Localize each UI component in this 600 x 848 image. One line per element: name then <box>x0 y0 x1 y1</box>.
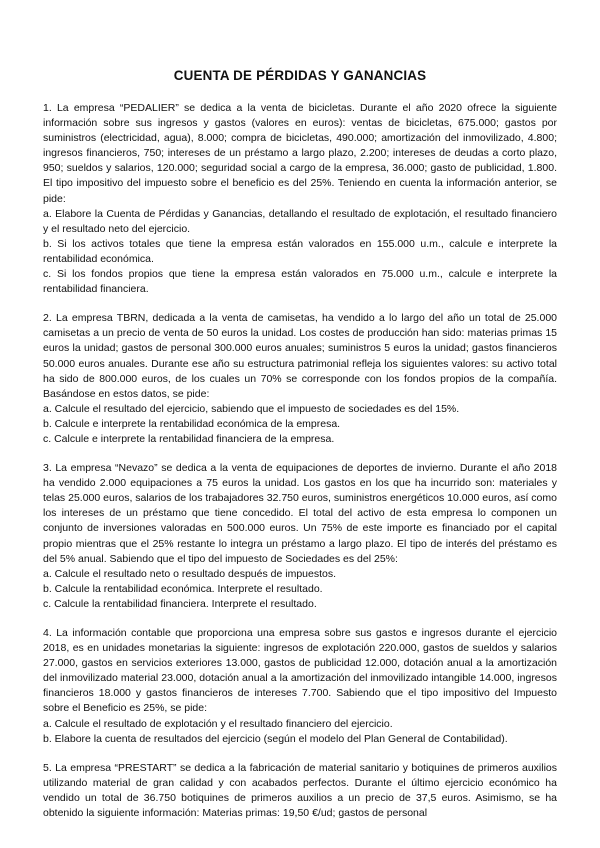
exercise-list <box>43 101 557 835</box>
exercise-item: b. Calcule la rentabilidad económica. Interprete el resultado. <box>43 582 323 595</box>
page-title: CUENTA DE PÉRDIDAS Y GANANCIAS <box>173 68 427 83</box>
exercise-item: b. Elabore la cuenta de resultados del ejercicio (según el modelo del Plan General de Contabilidad). <box>43 732 508 745</box>
exercise-statement: 1. La empresa “PEDALIER” se dedica a la venta de bicicletas. Durante el año 2020 ofrece la siguiente información sobre sus ingresos y gastos (valores en euros): ventas de bicicletas, 675.000; gastos por suministros (electricidad, agua), 8.000; compra de bicicletas, 490.000; amortización del inmovilizado, 4.800; ingresos financieros, 750; intereses de un préstamo a largo plazo, 2.200; intereses de deudas a corto plazo, 950; sueldos y salarios, 120.000; seguridad social a cargo de la empresa, 36.000; gasto de publicidad, 1.800. El tipo impositivo del impuesto sobre el beneficio es del 25%. Teniendo en cuenta la información anterior, se pide: <box>43 102 557 205</box>
exercise-5 <box>43 761 557 821</box>
exercise-statement: 5. La empresa “PRESTART” se dedica a la fabricación de material sanitario y botiquines de primeros auxilios utilizando material de gran calidad y con acabados perfectos. Durante el último ejercicio económico ha vendido un total de 36.750 botiquines de primeros auxilios a un precio de 37,5 euros. Asimismo, se ha obtenido la siguiente información: Materias primas: 19,50 €/ud; gastos de personal <box>43 761 557 820</box>
exercise-1 <box>43 101 557 297</box>
exercise-item: a. Calcule el resultado de explotación y el resultado financiero del ejercicio. <box>43 717 393 730</box>
exercise-statement: 3. La empresa “Nevazo” se dedica a la venta de equipaciones de deportes de invierno. Durante el año 2018 ha vendido 2.000 equipaciones a 75 euros la unidad. Los gastos en los que ha incurrido son: materiales y telas 25.000 euros, salarios de los trabajadores 32.750 euros, suministros energéticos 10.000 euros, así como los intereses de un préstamo que tiene concedido. El total del activo de esta empresa lo componen un conjunto de inversiones valoradas en 500.000 euros. Un 75% de este importe es financiado por el capital propio mientras que el 25% restante lo integra un préstamo a largo plazo. El tipo de interés del préstamo es del 5% anual. Sabiendo que el tipo del impuesto de Sociedades es del 25%: <box>43 462 557 565</box>
exercise-3 <box>43 461 557 612</box>
exercise-item: a. Calcule el resultado del ejercicio, sabiendo que el impuesto de sociedades es del 15%. <box>43 402 460 415</box>
exercise-statement: 2. La empresa TBRN, dedicada a la venta de camisetas, ha vendido a lo largo del año un total de 25.000 camisetas a un precio de venta de 50 euros la unidad. Los costes de producción han sido: materias primas 15 euros la unidad; gastos de personal 300.000 euros anuales; suministros 5 euros la unidad; gastos financieros 50.000 euros anuales. Durante ese año su estructura patrimonial refleja los siguientes valores: su activo total ha sido de 800.000 euros, de los cuales un 70% se corresponde con los fondos propios de la compañía. Basándose en estos datos, se pide: <box>43 312 557 400</box>
exercise-2 <box>43 311 557 447</box>
exercise-item: c. Calcule e interprete la rentabilidad financiera de la empresa. <box>43 432 335 445</box>
exercise-item: a. Calcule el resultado neto o resultado después de impuestos. <box>43 567 337 580</box>
exercise-4 <box>43 626 557 747</box>
exercise-item: b. Calcule e interprete la rentabilidad económica de la empresa. <box>43 417 341 430</box>
exercise-statement: 4. La información contable que proporciona una empresa sobre sus gastos e ingresos durante el ejercicio 2018, es en unidades monetarias la siguiente: ingresos de explotación 220.000, gastos de sueldos y salarios 27.000, gastos en servicios exteriores 13.000, gastos de publicidad 12.000, dotación anual a la amortización del inmovilizado material 23.000, dotación anual a la amortización del inmovilizado intangible 14.000, ingresos financieros 18.000 y gastos financieros de intereses 7.700. Sabiendo que el tipo impositivo del Impuesto sobre el Beneficio es 25%, se pide: <box>43 627 557 715</box>
exercise-item: b. Si los activos totales que tiene la empresa están valorados en 155.000 u.m., calcule e interprete la rentabilidad económica. <box>43 237 557 265</box>
exercise-item: a. Elabore la Cuenta de Pérdidas y Ganancias, detallando el resultado de explotación, el resultado financiero y el resultado neto del ejercicio. <box>43 207 557 235</box>
exercise-item: c. Calcule la rentabilidad financiera. Interprete el resultado. <box>43 597 317 610</box>
exercise-item: c. Si los fondos propios que tiene la empresa están valorados en 75.000 u.m., calcule e interprete la rentabilidad financiera. <box>43 268 557 296</box>
